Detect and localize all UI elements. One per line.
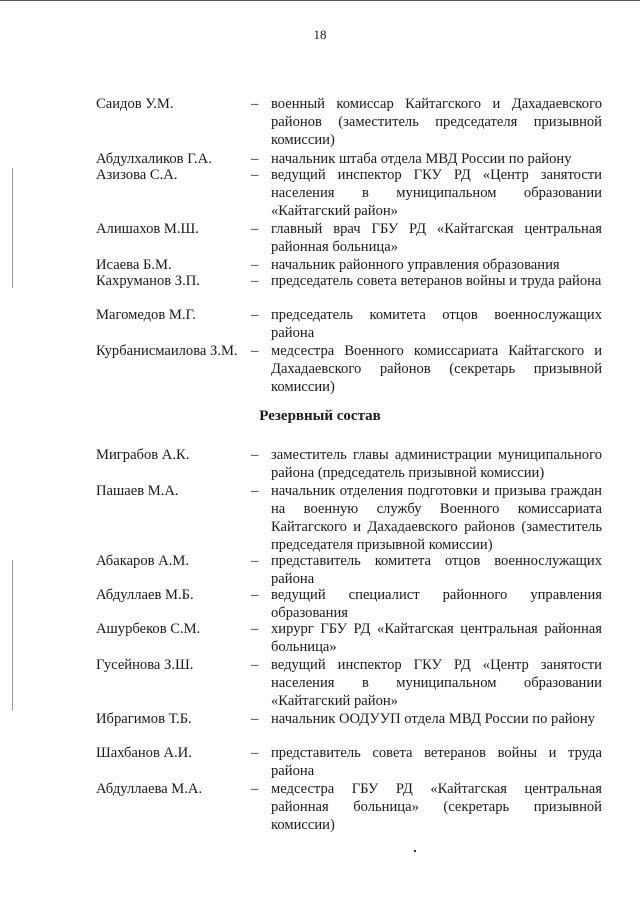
member-role: главный врач ГБУ РД «Кайтагская центральная районная больница»: [271, 221, 602, 255]
dash-separator: –: [251, 221, 259, 237]
member-name: Курбанисмаилова З.М.: [96, 343, 238, 359]
member-role: председатель совета ветеранов войны и труда района: [271, 273, 602, 289]
page-number: 18: [313, 27, 327, 42]
member-role: хирург ГБУ РД «Кайтагская центральная районная больница»: [271, 621, 602, 655]
dash-separator: –: [251, 711, 259, 727]
scan-speck: [414, 850, 416, 852]
reserve-member-entry: [96, 744, 602, 780]
member-name: Магомедов М.Г.: [96, 307, 196, 323]
member-role: начальник ООДУУП отдела МВД России по району: [271, 711, 596, 727]
main-member-entry: [96, 95, 602, 149]
member-name: Исаева Б.М.: [96, 257, 172, 273]
member-name: Абдуллаев М.Б.: [96, 587, 194, 603]
scan-margin-mark: [12, 560, 13, 710]
dash-separator: –: [251, 307, 259, 323]
dash-separator: –: [251, 273, 259, 289]
main-member-entry: [96, 342, 602, 396]
member-role: медсестра ГБУ РД «Кайтагская центральная районная больница» (секретарь призывной комиссии): [271, 781, 602, 833]
member-role: начальник отделения подготовки и призыва граждан на военную службу Военного комиссариата Кайтагского и Дахадаевского районов (заместитель председателя призывной комиссии): [271, 483, 602, 553]
member-name: Абдулхаликов Г.А.: [96, 151, 212, 167]
member-role: начальник районного управления образования: [271, 257, 560, 273]
member-role: медсестра Военного комиссариата Кайтагского и Дахадаевского районов (секретарь призывной комиссии): [271, 343, 602, 395]
member-role: военный комиссар Кайтагского и Дахадаевского районов (заместитель председателя призывной комиссии): [271, 96, 602, 148]
member-role: ведущий инспектор ГКУ РД «Центр занятости населения в муниципальном образовании «Кайтагский район»: [271, 167, 602, 219]
dash-separator: –: [251, 167, 259, 183]
scan-margin-mark: [12, 168, 13, 288]
dash-separator: –: [251, 343, 259, 359]
top-edge-line: [0, 0, 640, 1]
member-role: представитель совета ветеранов войны и труда района: [271, 745, 602, 779]
member-role: председатель комитета отцов военнослужащих района: [271, 307, 602, 341]
member-name: Гусейнова З.Ш.: [96, 657, 194, 673]
member-name: Ашурбеков С.М.: [96, 621, 201, 637]
dash-separator: –: [251, 587, 259, 603]
dash-separator: –: [251, 151, 259, 167]
member-name: Саидов У.М.: [96, 96, 174, 112]
dash-separator: –: [251, 96, 259, 112]
reserve-member-entry: [96, 710, 602, 728]
member-name: Пашаев М.А.: [96, 483, 179, 499]
member-role: заместитель главы администрации муниципального района (председатель призывной комиссии): [271, 447, 602, 481]
dash-separator: –: [251, 657, 259, 673]
member-name: Шахбанов А.И.: [96, 745, 192, 761]
member-name: Миграбов А.К.: [96, 447, 190, 463]
dash-separator: –: [251, 257, 259, 273]
dash-separator: –: [251, 621, 259, 637]
reserve-member-entry: [96, 586, 602, 622]
reserve-member-entry: [96, 482, 602, 554]
member-name: Абакаров А.М.: [96, 553, 189, 569]
dash-separator: –: [251, 553, 259, 569]
dash-separator: –: [251, 483, 259, 499]
reserve-member-entry: [96, 446, 602, 482]
main-member-entry: [96, 220, 602, 256]
member-role: ведущий специалист районного управления образования: [271, 587, 602, 621]
section-heading-reserve: Резервный состав: [259, 408, 381, 424]
main-member-entry: [96, 272, 602, 290]
dash-separator: –: [251, 447, 259, 463]
reserve-member-entry: [96, 780, 602, 834]
member-name: Ибрагимов Т.Б.: [96, 711, 192, 727]
main-member-entry: [96, 306, 602, 342]
reserve-member-entry: [96, 552, 602, 588]
member-name: Алишахов М.Ш.: [96, 221, 199, 237]
member-role: начальник штаба отдела МВД России по району: [271, 151, 572, 167]
reserve-member-entry: [96, 656, 602, 710]
reserve-member-entry: [96, 620, 602, 656]
member-name: Абдуллаева М.А.: [96, 781, 203, 797]
dash-separator: –: [251, 745, 259, 761]
member-role: представитель комитета отцов военнослужащих района: [271, 553, 602, 587]
main-member-entry: [96, 166, 602, 220]
member-role: ведущий инспектор ГКУ РД «Центр занятости населения в муниципальном образовании «Кайтагский район»: [271, 657, 602, 709]
dash-separator: –: [251, 781, 259, 797]
member-name: Азизова С.А.: [96, 167, 178, 183]
member-name: Кахруманов З.П.: [96, 273, 200, 289]
